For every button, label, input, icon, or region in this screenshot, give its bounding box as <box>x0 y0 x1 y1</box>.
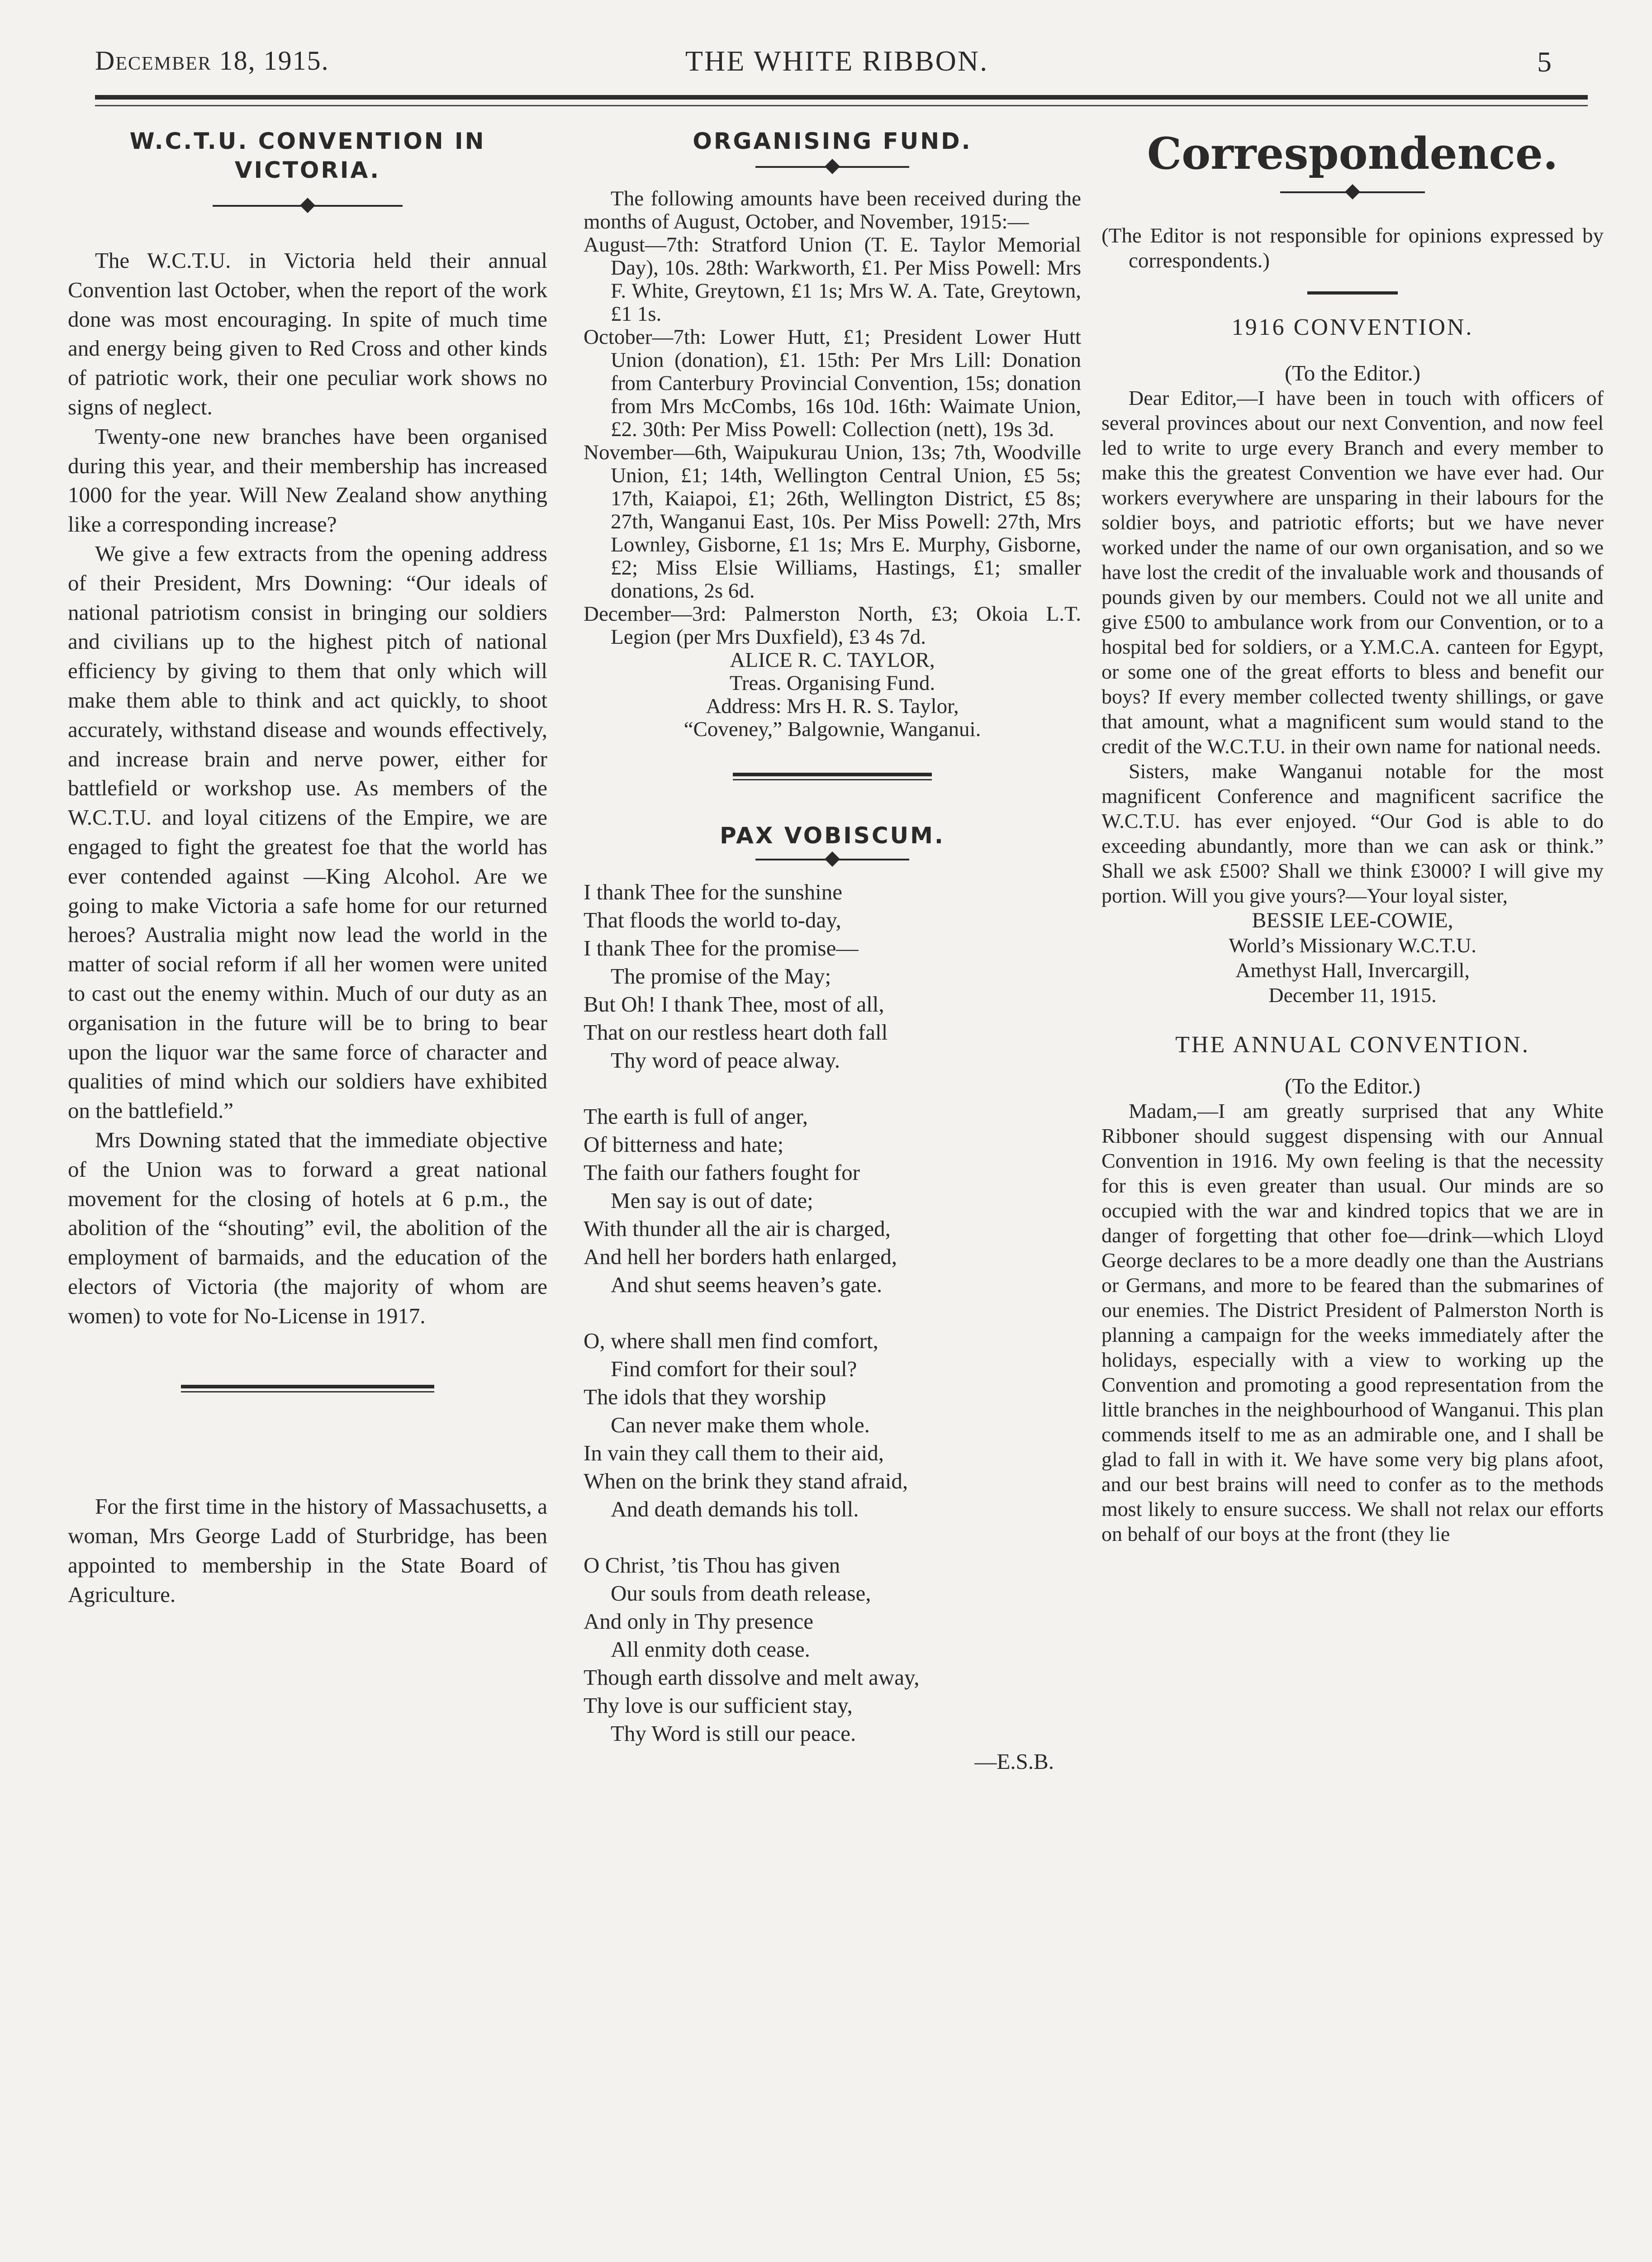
poem-line: The faith our fathers fought for <box>584 1160 860 1185</box>
heading-line-2: VICTORIA. <box>234 157 381 183</box>
header-rule <box>95 95 1588 100</box>
letter-title: 1916 CONVENTION. <box>1231 314 1474 340</box>
news-note: For the first time in the history of Massachusetts, a woman, Mrs George Ladd of Sturbridge, has been appointed to membership in the State Board of Agriculture. <box>68 1494 547 1607</box>
letter-paragraph: Sisters, make Wanganui notable for the most magnificent Conference and magnificent sacrifice the W.C.T.U. has ever enjoyed. “Our God is able to do exceeding abundantly, more than we can ask or think.” Shall we ask £500? Shall we think £3000? I will give my portion. Will you give yours?—Your loyal sister, <box>1101 760 1604 907</box>
poem <box>584 878 1081 1776</box>
column-1 <box>68 118 547 1610</box>
letter-address: (To the Editor.) <box>1284 361 1421 385</box>
poem-stanza <box>584 878 1081 1074</box>
editor-disclaimer: (The Editor is not responsible for opinions expressed by correspondents.) <box>1101 224 1604 272</box>
poem-line: And death demands his toll. <box>611 1497 859 1521</box>
poem-line: Thy Word is still our peace. <box>611 1721 856 1746</box>
poem-line: In vain they call them to their aid, <box>584 1440 884 1465</box>
poem-author: —E.S.B. <box>974 1749 1054 1774</box>
fund-entry: December—3rd: Palmerston North, £3; Okoia L.T. Legion (per Mrs Duxfield), £3 4s 7d. <box>584 602 1081 649</box>
poem-stanza <box>584 1327 1081 1523</box>
treasurer-name: ALICE R. C. TAYLOR, <box>730 648 935 672</box>
section-rule <box>733 773 932 776</box>
poem-line: I thank Thee for the sunshine <box>584 879 842 904</box>
column-2 <box>584 118 1081 1776</box>
letter-paragraph: Madam,—I am greatly surprised that any White Ribboner should suggest dispensing with our Annual Convention in 1916. My own feeling is that the necessity for this is even greater than usual. Our minds are so occupied with the war and kindred topics that we are in danger of forgetting that other foe—drink—which Lloyd George declares to be a more deadly one than the Austrians or Germans, and more to be feared than the submarines of our enemies. The District President of Palmerston North is planning a campaign for the weeks immediately after the holidays, especially with a view to working up the Convention and promoting a good representation from the little branches in the neighbourhood of Wanganui. This plan commends itself to me as an admirable one, and I shall be glad to fall in with it. We have some very big plans afoot, and our best brains will need to confer as to the methods most likely to ensure success. We shall not relax our efforts on behalf of our boys at the front (they lie <box>1101 1099 1604 1545</box>
letter-title: THE ANNUAL CONVENTION. <box>1175 1032 1530 1058</box>
address-line: Address: Mrs H. R. S. Taylor, <box>706 694 959 718</box>
treasurer-role: Treas. Organising Fund. <box>729 671 935 695</box>
ornament-divider <box>755 850 909 868</box>
poem-line: And shut seems heaven’s gate. <box>611 1272 883 1297</box>
article-paragraph: The W.C.T.U. in Victoria held their annual Convention last October, when the report of the work done was most encouraging. In spite of much time and energy being given to Red Cross and other kinds of patriotic work, their one peculiar work shows no signs of neglect. <box>68 248 547 419</box>
poem-stanza <box>584 1102 1081 1299</box>
poem-line: That floods the world to-day, <box>584 908 841 932</box>
poem-line: Though earth dissolve and melt away, <box>584 1665 920 1690</box>
poem-line: All enmity doth cease. <box>611 1637 810 1662</box>
poem-line: O, where shall men find comfort, <box>584 1328 878 1353</box>
article-paragraph: We give a few extracts from the opening address of their President, Mrs Downing: “Our ideals of national patriotism consist in bringing our soldiers and civilians up to the highest pitch of national efficiency by giving to them that only which will make them able to think and act quickly, to shoot accurately, withstand disease and wounds effectively, and increase brain and nerve power, either for battlefield or workshop use. As members of the W.C.T.U. and loyal citizens of the Empire, we are engaged to fight the greatest foe that the world has ever contended against —King Alcohol. Are we going to make Victoria a safe home for our returned heroes? Australia might now lead the world in the matter of social reform if all her women were united to cast out the enemy within. Much of our duty as an organisation in the future will be to bring to bear upon the liquor war the same force of character and qualities of mind which our soldiers have exhibited on the battlefield.” <box>68 541 547 1123</box>
poem-line: But Oh! I thank Thee, most of all, <box>584 992 884 1017</box>
signature-date: December 11, 1915. <box>1268 984 1437 1007</box>
signature-role: World’s Missionary W.C.T.U. <box>1229 934 1476 957</box>
ornament-divider <box>1280 183 1425 201</box>
letter-address: (To the Editor.) <box>1284 1074 1421 1098</box>
ornament-divider <box>755 157 909 176</box>
running-head <box>90 41 1583 90</box>
poem-line: With thunder all the air is charged, <box>584 1216 891 1241</box>
poem-line: O Christ, ’tis Thou has given <box>584 1553 840 1578</box>
poem-stanza <box>584 1551 1081 1748</box>
poem-line: I thank Thee for the promise— <box>584 936 859 960</box>
poem-line: When on the brink they stand afraid, <box>584 1468 908 1493</box>
address-line: “Coveney,” Balgownie, Wanganui. <box>684 718 981 741</box>
poem-line: Find comfort for their soul? <box>611 1356 857 1381</box>
poem-line: The promise of the May; <box>611 964 831 988</box>
article-heading <box>68 127 547 185</box>
poem-line: The idols that they worship <box>584 1384 826 1409</box>
poem-line: And only in Thy presence <box>584 1609 814 1634</box>
fund-heading: ORGANISING FUND. <box>693 128 972 154</box>
publication-title: THE WHITE RIBBON. <box>685 45 989 77</box>
poem-line: The earth is full of anger, <box>584 1104 808 1129</box>
section-rule <box>181 1385 434 1388</box>
header-rule-thin <box>95 105 1588 106</box>
poem-line: Can never make them whole. <box>611 1412 870 1437</box>
fund-entry: October—7th: Lower Hutt, £1; President Lower Hutt Union (donation), £1. 15th: Per Mrs Lill: Donation from Canterbury Provincial Convention, 15s; donation from Mrs McCombs, 16s 10d. 16th: Waimate Union, £2. 30th: Per Miss Powell: Collection (nett), 19s 3d. <box>584 325 1081 441</box>
poem-line: That on our restless heart doth fall <box>584 1020 888 1045</box>
letter-paragraph: Dear Editor,—I have been in touch with officers of several provinces about our next Convention, and now feel led to write to urge every Branch and every member to make this the greatest Convention we have ever had. Our workers everywhere are unsparing in their labours for the soldier boys, and patriotic efforts; but we have never worked under the name of our own organisation, and so we have lost the credit of the invaluable work and thousands of pounds given by our members. Could not we all unite and give £500 to ambulance work from our Convention, or to a hospital bed for soldiers, or a Y.M.C.A. canteen for Egypt, or some one of the great efforts to bless and benefit our boys? If every member collected twenty shillings, or gave that amount, what a magnificent sum would stand to the credit of the W.C.T.U. in their own name for national needs. <box>1101 386 1604 758</box>
poem-line: Men say is out of date; <box>611 1188 813 1213</box>
poem-title: PAX VOBISCUM. <box>720 822 945 849</box>
ornament-divider <box>213 196 403 214</box>
poem-line: And hell her borders hath enlarged, <box>584 1244 897 1269</box>
issue-date: December 18, 1915. <box>95 46 329 76</box>
fund-entry: November—6th, Waipukurau Union, 13s; 7th, Woodville Union, £1; 14th, Wellington Central Union, £5 5s; 17th, Kaiapoi, £1; 26th, Wellington District, £5 8s; 27th, Wanganui East, 10s. Per Miss Powell: 27th, Mrs Lownley, Gisborne, £1 1s; Mrs E. Murphy, Gisborne, £2; Miss Elsie Williams, Hastings, £1; smaller donations, 2s 6d. <box>584 441 1081 603</box>
short-rule <box>1307 291 1398 295</box>
letter-signature: BESSIE LEE-COWIE, <box>1252 908 1453 932</box>
column-3 <box>1101 118 1604 1546</box>
poem-line: Of bitterness and hate; <box>584 1132 784 1157</box>
fund-intro: The following amounts have been received during the months of August, October, and November, 1915:— <box>584 187 1081 233</box>
poem-line: Thy word of peace alway. <box>611 1048 840 1073</box>
heading-line-1: W.C.T.U. CONVENTION IN <box>129 128 486 154</box>
poem-line: Thy love is our sufficient stay, <box>584 1693 853 1718</box>
signature-place: Amethyst Hall, Invercargill, <box>1235 959 1470 982</box>
poem-line: Our souls from death release, <box>611 1581 871 1606</box>
page-number: 5 <box>1537 46 1552 78</box>
correspondence-heading: Correspondence. <box>1147 128 1558 179</box>
article-paragraph: Mrs Downing stated that the immediate objective of the Union was to forward a great national movement for the closing of hotels at 6 p.m., the abolition of the “shouting” evil, the abolition of the employment of barmaids, and the education of the electors of Victoria (the majority of whom are women) to vote for No-License in 1917. <box>68 1127 547 1328</box>
fund-entry: August—7th: Stratford Union (T. E. Taylor Memorial Day), 10s. 28th: Warkworth, £1. Per Miss Powell: Mrs F. White, Greytown, £1 1s; Mrs W. A. Tate, Greytown, £1 1s. <box>584 233 1081 326</box>
article-paragraph: Twenty-one new branches have been organised during this year, and their membership has increased 1000 for the year. Will New Zealand show anything like a corresponding increase? <box>68 423 547 537</box>
